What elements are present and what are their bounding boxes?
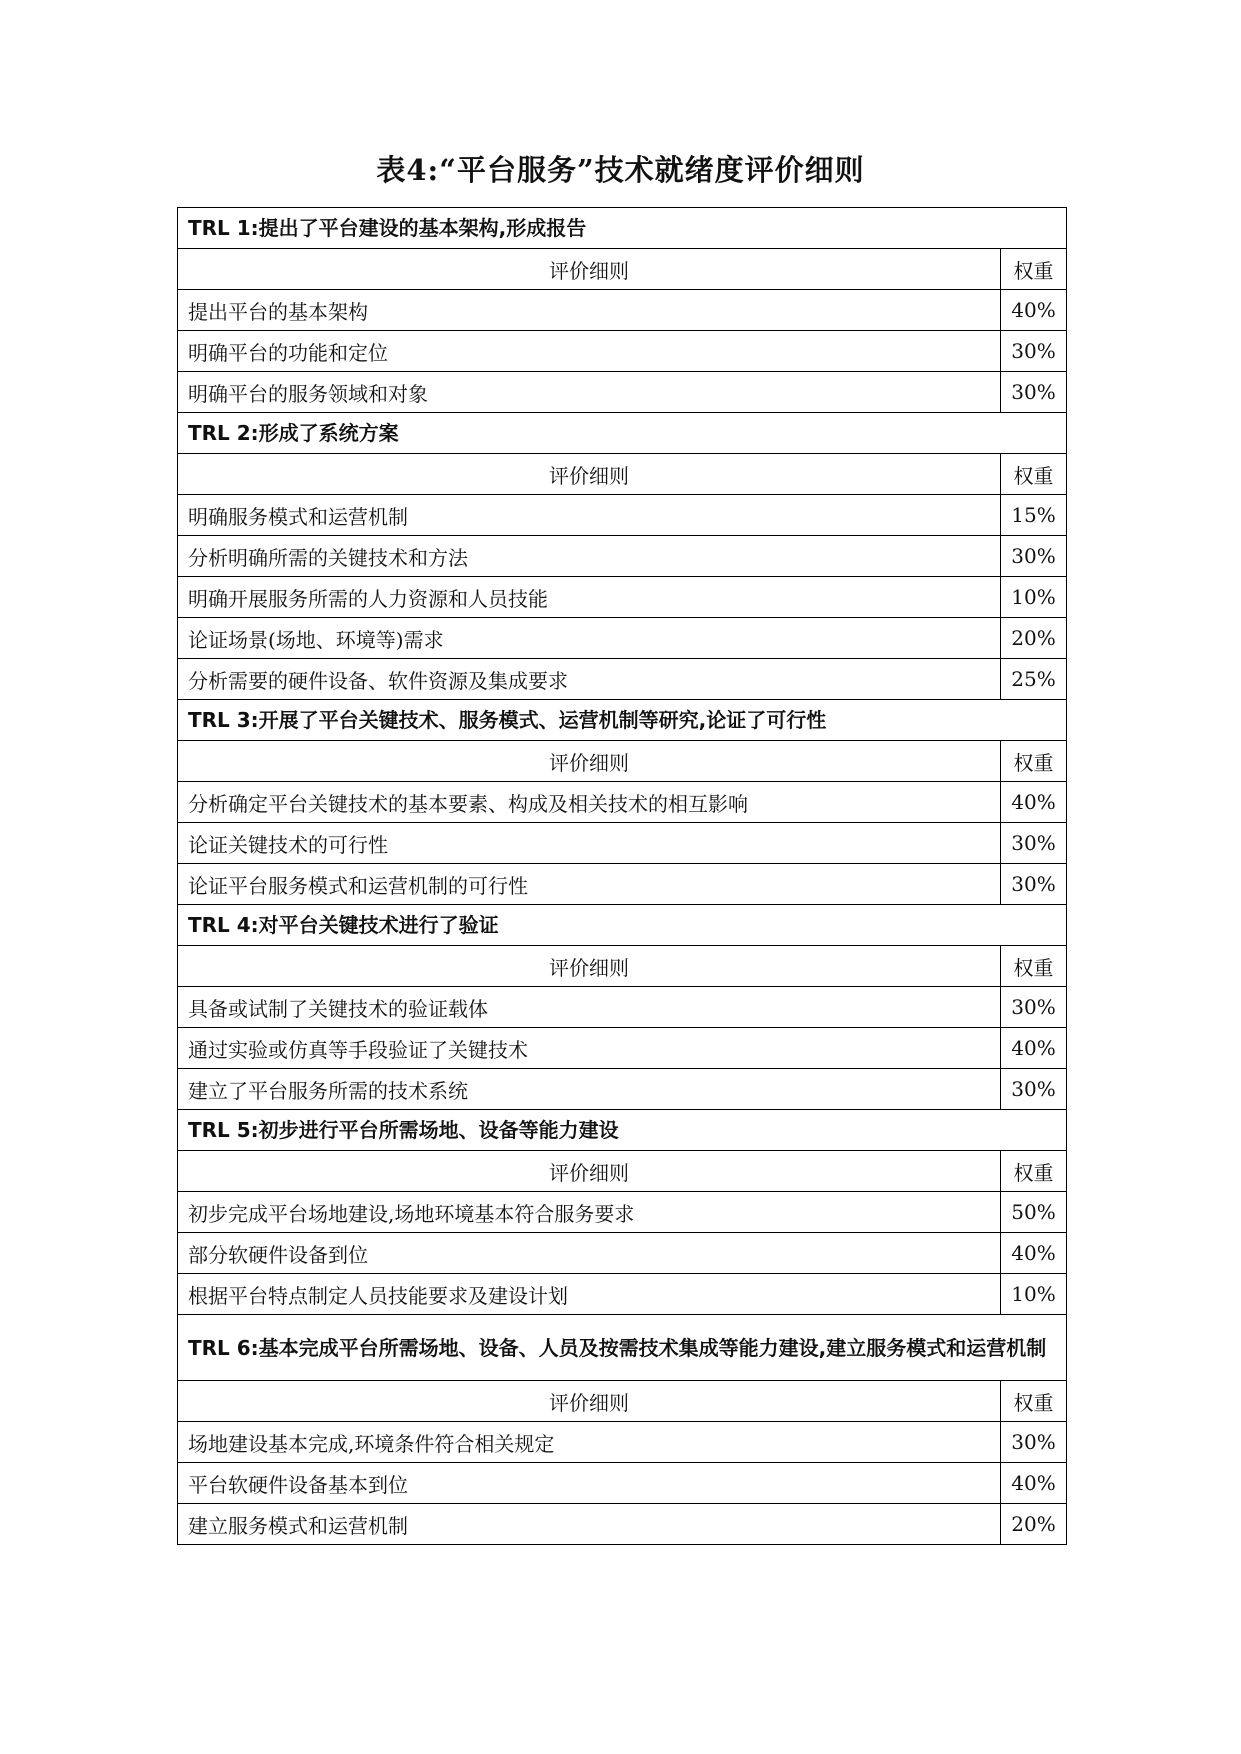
table-row [178, 987, 1067, 1028]
criterion-weight: 30% [1001, 1069, 1067, 1110]
criterion-text: 分析需要的硬件设备、软件资源及集成要求 [178, 659, 1001, 700]
page-title: 表4:“平台服务”技术就绪度评价细则 [376, 153, 865, 187]
table-row [178, 1422, 1067, 1463]
trl-level-heading: TRL 4:对平台关键技术进行了验证 [178, 905, 1067, 946]
criterion-weight: 30% [1001, 536, 1067, 577]
weight-header: 权重 [1001, 249, 1067, 290]
criterion-weight: 20% [1001, 618, 1067, 659]
weight-header: 权重 [1001, 946, 1067, 987]
criteria-header-row [178, 946, 1067, 987]
table-row [178, 1463, 1067, 1504]
criteria-header-row [178, 1151, 1067, 1192]
criterion-text: 论证关键技术的可行性 [178, 823, 1001, 864]
table-row [178, 659, 1067, 700]
criterion-text: 场地建设基本完成,环境条件符合相关规定 [178, 1422, 1001, 1463]
weight-header: 权重 [1001, 1151, 1067, 1192]
criterion-text: 明确服务模式和运营机制 [178, 495, 1001, 536]
weight-header: 权重 [1001, 1381, 1067, 1422]
criterion-text: 通过实验或仿真等手段验证了关键技术 [178, 1028, 1001, 1069]
criterion-weight: 40% [1001, 782, 1067, 823]
weight-header: 权重 [1001, 454, 1067, 495]
criteria-header-row [178, 454, 1067, 495]
weight-header: 权重 [1001, 741, 1067, 782]
criterion-text: 明确平台的服务领域和对象 [178, 372, 1001, 413]
trl-evaluation-table [177, 207, 1067, 1545]
trl-level-heading: TRL 5:初步进行平台所需场地、设备等能力建设 [178, 1110, 1067, 1151]
criterion-text: 明确平台的功能和定位 [178, 331, 1001, 372]
criterion-weight: 15% [1001, 495, 1067, 536]
criterion-text: 部分软硬件设备到位 [178, 1233, 1001, 1274]
criterion-weight: 40% [1001, 1233, 1067, 1274]
criterion-text: 提出平台的基本架构 [178, 290, 1001, 331]
criteria-header: 评价细则 [178, 1381, 1001, 1422]
table-row [178, 1069, 1067, 1110]
criterion-text: 初步完成平台场地建设,场地环境基本符合服务要求 [178, 1192, 1001, 1233]
criterion-text: 建立了平台服务所需的技术系统 [178, 1069, 1001, 1110]
trl-level-heading: TRL 3:开展了平台关键技术、服务模式、运营机制等研究,论证了可行性 [178, 700, 1067, 741]
criteria-header: 评价细则 [178, 946, 1001, 987]
criterion-weight: 25% [1001, 659, 1067, 700]
criterion-text: 平台软硬件设备基本到位 [178, 1463, 1001, 1504]
criterion-text: 分析确定平台关键技术的基本要素、构成及相关技术的相互影响 [178, 782, 1001, 823]
table-row [178, 1274, 1067, 1315]
table-row [178, 536, 1067, 577]
criterion-text: 分析明确所需的关键技术和方法 [178, 536, 1001, 577]
table-row [178, 1192, 1067, 1233]
criterion-weight: 30% [1001, 987, 1067, 1028]
criterion-text: 论证平台服务模式和运营机制的可行性 [178, 864, 1001, 905]
trl-level-row [178, 700, 1067, 741]
criterion-weight: 40% [1001, 1463, 1067, 1504]
table-row [178, 782, 1067, 823]
trl-level-heading: TRL 1:提出了平台建设的基本架构,形成报告 [178, 208, 1067, 249]
criterion-weight: 10% [1001, 1274, 1067, 1315]
trl-level-heading: TRL 2:形成了系统方案 [178, 413, 1067, 454]
table-row [178, 1504, 1067, 1545]
criterion-weight: 20% [1001, 1504, 1067, 1545]
criterion-weight: 30% [1001, 823, 1067, 864]
criterion-weight: 30% [1001, 331, 1067, 372]
trl-level-row [178, 208, 1067, 249]
criterion-weight: 30% [1001, 372, 1067, 413]
criteria-header-row [178, 1381, 1067, 1422]
criterion-weight: 30% [1001, 1422, 1067, 1463]
criterion-text: 论证场景(场地、环境等)需求 [178, 618, 1001, 659]
criteria-header: 评价细则 [178, 741, 1001, 782]
table-row [178, 1028, 1067, 1069]
table-row [178, 618, 1067, 659]
criteria-header: 评价细则 [178, 1151, 1001, 1192]
criterion-weight: 40% [1001, 1028, 1067, 1069]
criterion-weight: 30% [1001, 864, 1067, 905]
criterion-text: 明确开展服务所需的人力资源和人员技能 [178, 577, 1001, 618]
criteria-header-row [178, 741, 1067, 782]
table-row [178, 823, 1067, 864]
table-row [178, 290, 1067, 331]
table-row [178, 1233, 1067, 1274]
table-row [178, 577, 1067, 618]
criteria-header: 评价细则 [178, 454, 1001, 495]
table-row [178, 372, 1067, 413]
trl-level-row [178, 1110, 1067, 1151]
table-row [178, 331, 1067, 372]
trl-level-row [178, 1315, 1067, 1381]
criterion-weight: 10% [1001, 577, 1067, 618]
trl-level-heading: TRL 6:基本完成平台所需场地、设备、人员及按需技术集成等能力建设,建立服务模式和运营机制 [178, 1315, 1067, 1381]
trl-level-row [178, 905, 1067, 946]
criteria-header: 评价细则 [178, 249, 1001, 290]
criterion-weight: 40% [1001, 290, 1067, 331]
trl-level-row [178, 413, 1067, 454]
criterion-text: 具备或试制了关键技术的验证载体 [178, 987, 1001, 1028]
criteria-header-row [178, 249, 1067, 290]
criterion-weight: 50% [1001, 1192, 1067, 1233]
criterion-text: 根据平台特点制定人员技能要求及建设计划 [178, 1274, 1001, 1315]
criterion-text: 建立服务模式和运营机制 [178, 1504, 1001, 1545]
table-row [178, 864, 1067, 905]
table-row [178, 495, 1067, 536]
